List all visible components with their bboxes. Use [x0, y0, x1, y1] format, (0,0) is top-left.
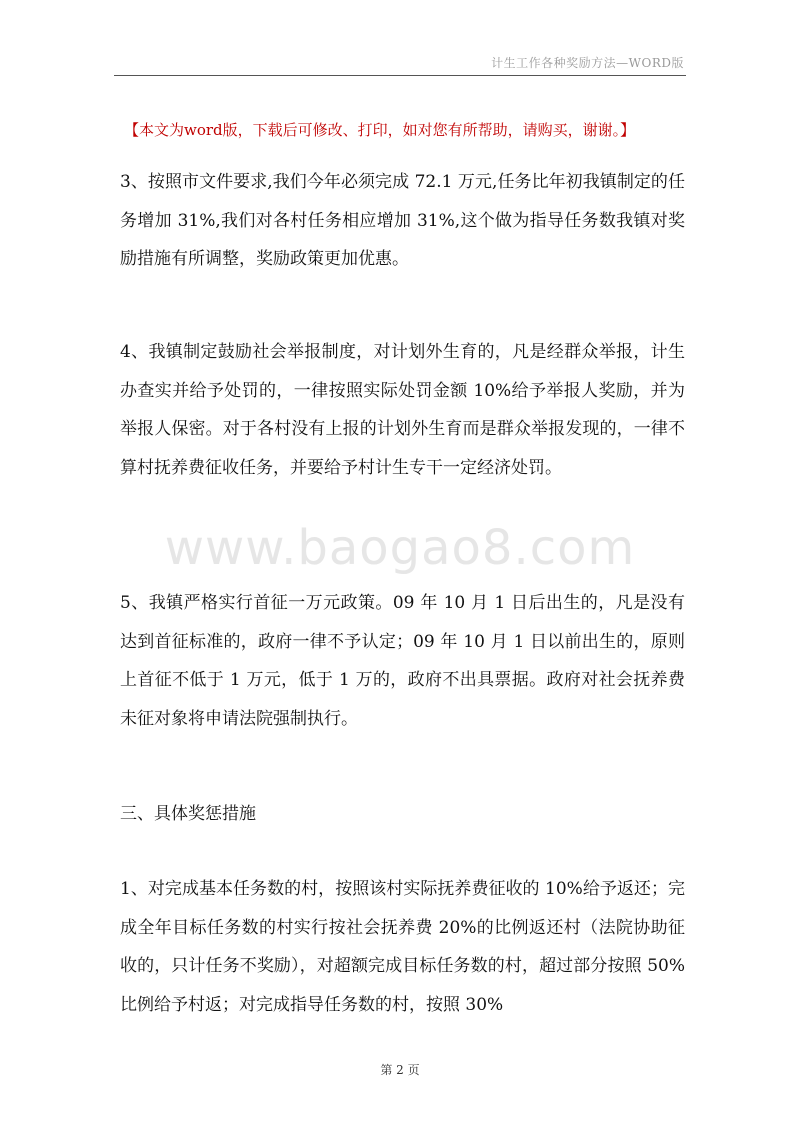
document-header-title: 计生工作各种奖励方法—WORD版 — [491, 56, 684, 70]
watermark-text: www.baogao8.com — [164, 520, 636, 576]
paragraph-item-5: 5、我镇严格实行首征一万元政策。09 年 10 月 1 日后出生的，凡是没有达到首征标准的，政府一律不予认定；09 年 10 月 1 日以前出生的，原则上首征不低于 1 万元，低于 1 万的，政府不出具票据。政府对社会抚养费未征对象将申请法院强制执行。 — [120, 593, 685, 729]
header-divider — [114, 75, 686, 76]
page-number: 第 2 页 — [380, 1063, 420, 1077]
section-heading: 三、具体奖惩措施 — [120, 804, 256, 824]
paragraph-item-3: 3、按照市文件要求,我们今年必须完成 72.1 万元,任务比年初我镇制定的任务增加 31%,我们对各村任务相应增加 31%,这个做为指导任务数我镇对奖励措施有所调整，奖励政策更加优惠。 — [120, 172, 685, 269]
paragraph-item-4: 4、我镇制定鼓励社会举报制度，对计划外生育的，凡是经群众举报，计生办查实并给予处罚的，一律按照实际处罚金额 10%给予举报人奖励，并为举报人保密。对于各村没有上报的计划外生育而是群众举报发现的，一律不算村抚养费征收任务，并要给予村计生专干一定经济处罚。 — [120, 342, 685, 478]
paragraph-item-1: 1、对完成基本任务数的村，按照该村实际抚养费征收的 10%给予返还；完成全年目标任务数的村实行按社会抚养费 20%的比例返还村（法院协助征收的，只计任务不奖励），对超额完成目标任务数的村，超过部分按照 50%比例给予村返；对完成指导任务数的村，按照 30% — [120, 879, 685, 1015]
red-notice-text: 【本文为word版，下载后可修改、打印，如对您有所帮助，请购买，谢谢。】 — [124, 121, 636, 139]
